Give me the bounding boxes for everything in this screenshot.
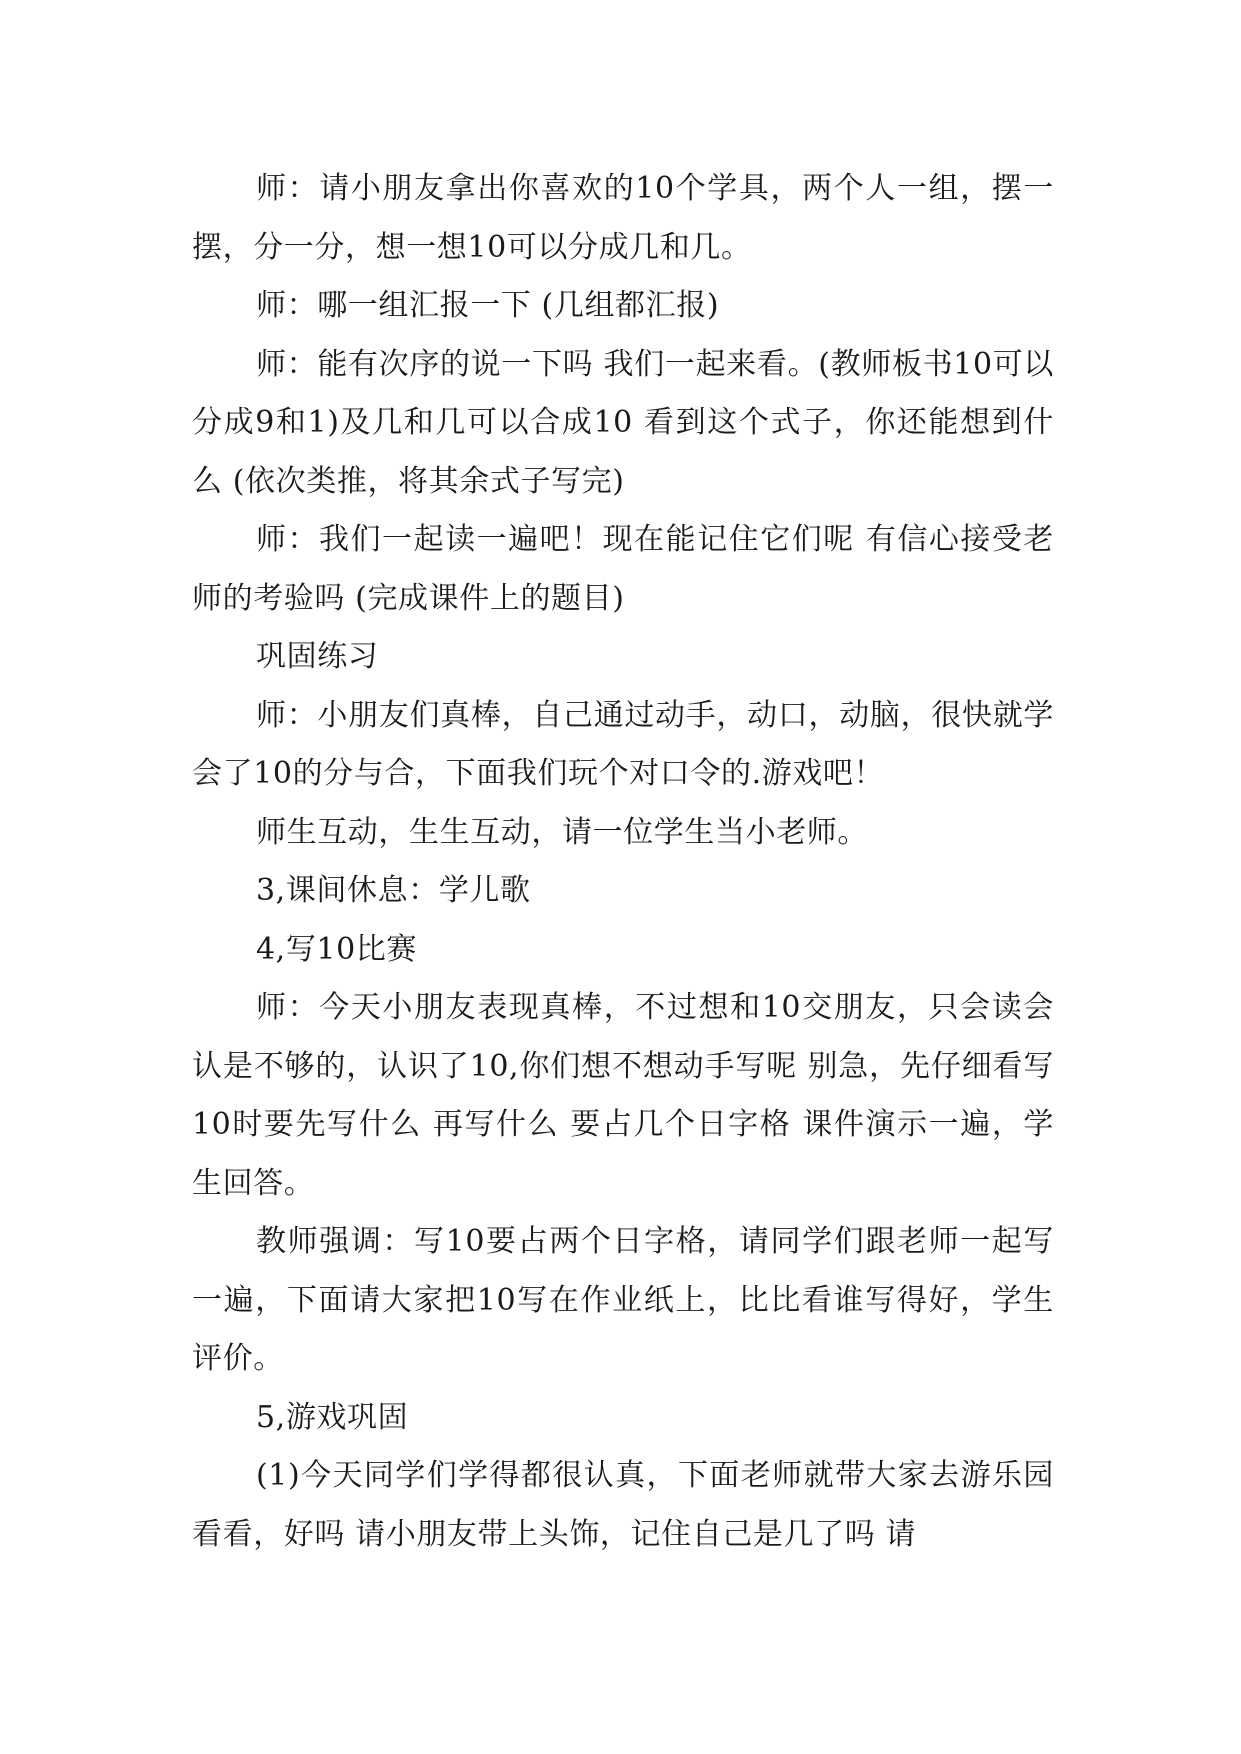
paragraph-4: 师：我们一起读一遍吧！现在能记住它们呢 有信心接受老师的考验吗 (完成课件上的题目) <box>192 522 1054 616</box>
section-heading-4: 4,写10比赛 <box>256 931 417 967</box>
paragraph-13: (1)今天同学们学得都很认真，下面老师就带大家去游乐园看看，好吗 请小朋友带上头饰，记住自己是几了吗 请 <box>192 1458 1054 1552</box>
paragraph-3: 师：能有次序的说一下吗 我们一起来看。(教师板书10可以分成9和1)及几和几可以合成10 看到这个式子，你还能想到什么 (依次类推，将其余式子写完) <box>192 346 1054 499</box>
paragraph-6: 师：小朋友们真棒，自己通过动手，动口，动脑，很快就学会了10的分与合，下面我们玩个对口令的.游戏吧！ <box>192 697 1054 791</box>
paragraph-1: 师：请小朋友拿出你喜欢的10个学具，两个人一组，摆一摆，分一分，想一想10可以分成几和几。 <box>192 171 1054 265</box>
paragraph-2: 师：哪一组汇报一下 (几组都汇报) <box>256 288 720 323</box>
paragraph-7: 师生互动，生生互动，请一位学生当小老师。 <box>256 814 868 850</box>
paragraph-10: 师：今天小朋友表现真棒，不过想和10交朋友，只会读会认是不够的，认识了10,你们想不想动手写呢 别急，先仔细看写10时要先写什么 再写什么 要占几个日字格 课件演示一遍，学生回答。 <box>192 990 1054 1201</box>
section-heading-5: 5,游戏巩固 <box>256 1399 409 1435</box>
section-heading-practice: 巩固练习 <box>256 639 379 674</box>
paragraph-11: 教师强调：写10要占两个日字格，请同学们跟老师一起写一遍，下面请大家把10写在作业纸上，比比看谁写得好，学生评价。 <box>192 1224 1054 1376</box>
section-heading-3: 3,课间休息：学儿歌 <box>256 873 531 908</box>
document-body <box>192 160 1054 1564</box>
